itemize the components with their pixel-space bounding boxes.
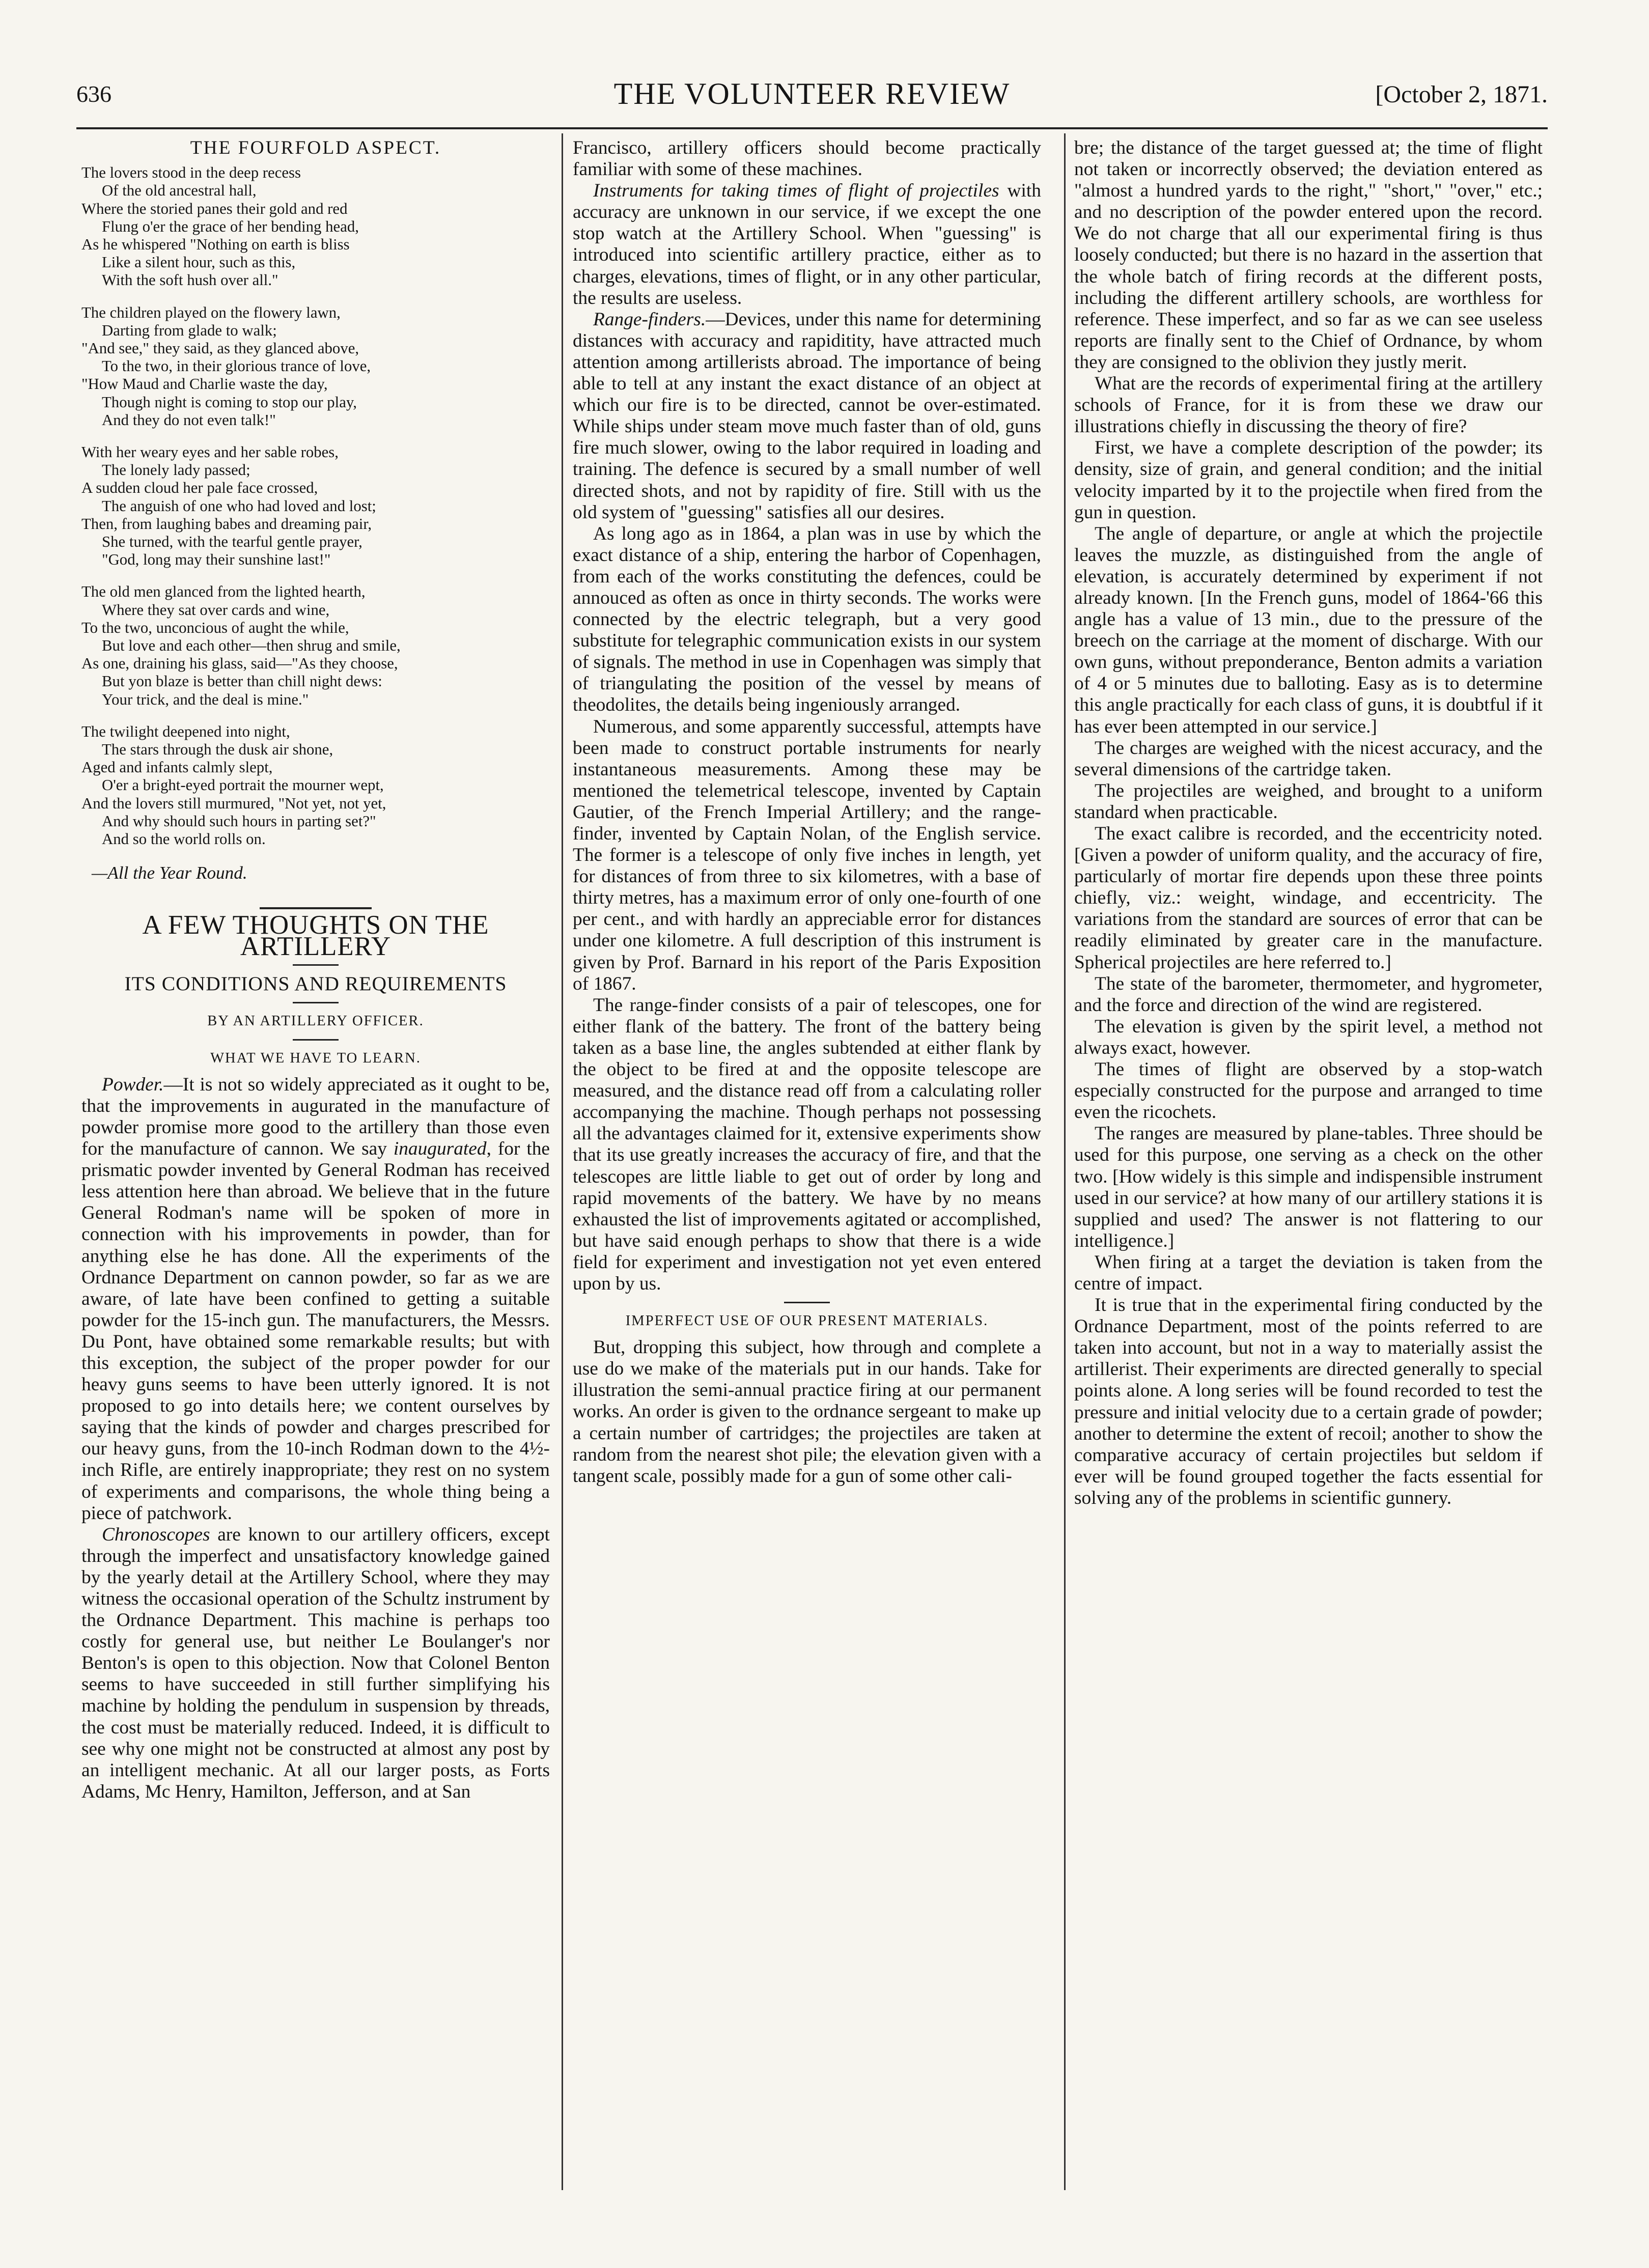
section-heading: IMPERFECT USE OF OUR PRESENT MATERIALS. — [625, 1313, 989, 1329]
paragraph: But, dropping this subject, how through and complete a use do we make of the materials put in our hands. Take for illustration the semi-annual practice firing at our permanent works. An order is given to the ordnance sergeant to make up a certain number of cartridges; the projectiles are taken at random from the nearest shot pile; the elevation given with a tangent scale, possibly made for a gun of some other cali- — [573, 1337, 1041, 1487]
article-title: A FEW THOUGHTS ON THE ARTILLERY — [142, 910, 489, 962]
poem-line: To the two, unconcious of aught the while, — [81, 619, 349, 636]
poem-line: O'er a bright-eyed portrait the mourner wept, — [102, 776, 384, 794]
page-number: 636 — [76, 81, 111, 107]
poem-line: The children played on the flowery lawn, — [81, 303, 341, 321]
poem-line: She turned, with the tearful gentle prayer, — [102, 533, 362, 550]
poem-line: Flung o'er the grace of her bending head, — [102, 217, 359, 235]
column-rule — [562, 133, 563, 2190]
poem-line: Then, from laughing babes and dreaming pair, — [81, 515, 372, 533]
paragraph: The range-finder consists of a pair of telescopes, one for either flank of the battery. The front of the battery being taken as a base line, the angles subtended at either flank by the object to be fired at and the opposite telescope are measured, and the distance read off from a calculating roller accompanying the machine. Though perhaps not possessing all the advantages claimed for it, extensive experiments show that its use greatly increases the accuracy of fire, and that the telescopes are little liable to get out of order by long and rapid movements of the battery. We have by no means exhausted the list of improvements agitated or accomplished, but have said enough perhaps to show that there is a wide field for experiment and investigation not yet even entered upon by us. — [573, 994, 1041, 1294]
poem-title: THE FOURFOLD ASPECT. — [190, 137, 441, 158]
article-byline: BY AN ARTILLERY OFFICER. — [207, 1013, 424, 1029]
paragraph: The projectiles are weighed, and brought to a uniform standard when practicable. — [1074, 780, 1543, 823]
poem-source: —All the Year Round. — [92, 863, 247, 883]
page-header — [76, 76, 1548, 117]
paragraph-powder: Powder.—It is not so widely appreciated as it ought to be, that the improvements in augurated in the manufacture of powder promise more good to the artillery than those even for the manufacture of cannon. We say inaugurated, for the prismatic powder invented by General Rodman has received less attention here than abroad. We believe that in the future General Rodman's name will be spoken of more in connection with his improvements in powder, than for anything else he has done. All the experiments of the Ordnance Department on cannon powder, so far as we are aware, of late have been confined to getting a suitable powder for the 15-inch gun. The manufacturers, the Messrs. Du Pont, have obtained some remarkable results; but with this exception, the subject of the proper powder for our heavy guns seems to have been utterly ignored. It is not proposed to go into details here; we content ourselves by saying that the kinds of powder and charges prescribed for our heavy guns, from the 10-inch Rodman down to the 4½-inch Rifle, are entirely inappropriate; they rest on no system of experiments and comparisons, the whole thing being a piece of patchwork. — [81, 1074, 550, 1524]
poem-line: "How Maud and Charlie waste the day, — [81, 375, 328, 393]
paragraph: The elevation is given by the spirit level, a method not always exact, however. — [1074, 1016, 1543, 1058]
poem-line: As one, draining his glass, said—"As they choose, — [81, 655, 398, 673]
paragraph: The ranges are measured by plane-tables. Three should be used for this purpose, one serving as a check on the other two. [How widely is this simple and indispensible instrument used in our service? at how many of our artillery stations it is supplied and used? The answer is not flattering to our intelligence.] — [1074, 1123, 1543, 1251]
poem-line: And why should such hours in parting set?" — [102, 812, 376, 830]
poem-line: Like a silent hour, such as this, — [102, 254, 296, 271]
poem-line: But yon blaze is better than chill night dews: — [102, 673, 382, 690]
title-rule — [293, 964, 339, 966]
poem-stanza — [81, 164, 550, 289]
poem-line: Your trick, and the deal is mine." — [102, 690, 309, 708]
poem-line: "God, long may their sunshine last!" — [102, 551, 331, 569]
poem-line: Of the old ancestral hall, — [102, 182, 257, 200]
poem-line: Though night is coming to stop our play, — [102, 393, 357, 411]
section-heading: WHAT WE HAVE TO LEARN. — [210, 1050, 421, 1066]
paragraph: The angle of departure, or angle at which the projectile leaves the muzzle, as distinguished from the angle of elevation, is accurately determined by experiment if not already known. [In the French guns, model of 1864-'66 this angle has a value of 13 min., due to the pressure of the breech on the carriage at the moment of discharge. With our own guns, without preponderance, Benton admits a variation of 4 or 5 minutes due to balloting. Easy as is to determine this angle practically for each class of guns, it is doubtful if it has ever been attempted in our service.] — [1074, 523, 1543, 737]
paragraph: What are the records of experimental firing at the artillery schools of France, for it is from these we draw our illustrations chiefly in discussing the theory of fire? — [1074, 373, 1543, 437]
run-in-heading: Range-finders. — [593, 309, 706, 330]
column-3 — [1074, 137, 1543, 1509]
column-2 — [573, 137, 1041, 1487]
section-rule — [784, 1302, 830, 1303]
issue-date: [October 2, 1871. — [1375, 81, 1548, 108]
poem-line: A sudden cloud her pale face crossed, — [81, 479, 318, 497]
paragraph-range-finders: Range-finders.—Devices, under this name for determining distances with accuracy and rapiditity, have attracted much attention among artillerists abroad. The importance of being able to tell at any instant the exact distance of an object at which our fire is to be directed, cannot be over-estimated. While ships under steam move much faster than of old, guns fire much slower, owing to the labor required in loading and training. The defence is secured by a small number of well directed shots, and not by rapidity of fire. Still with us the old system of "guessing" satisfies all our desires. — [573, 309, 1041, 523]
poem-line: Where they sat over cards and wine, — [102, 601, 330, 619]
paragraph: First, we have a complete description of the powder; its density, size of grain, and general condition; and the initial velocity imparted by it to the projectile when fired from the gun in question. — [1074, 437, 1543, 523]
paragraph-instruments: Instruments for taking times of flight of projectiles with accuracy are unknown in our service, if we except the one stop watch at the Artillery School. When "guessing" is introduced into scientific artillery practice, either as to charges, elevations, times of flight, or in any other particular, the results are useless. — [573, 180, 1041, 309]
column-rule — [1064, 133, 1066, 2190]
poem-line: The twilight deepened into night, — [81, 722, 290, 740]
run-in-heading: Instruments for taking times of flight of projectiles — [593, 180, 999, 202]
byline-rule — [293, 1039, 339, 1041]
poem-stanza — [81, 723, 550, 848]
poem-line: As he whispered "Nothing on earth is bliss — [81, 235, 350, 253]
article-subtitle: ITS CONDITIONS AND REQUIREMENTS — [124, 972, 507, 995]
paragraph: The charges are weighed with the nicest accuracy, and the several dimensions of the cartridge taken. — [1074, 737, 1543, 780]
paragraph: The exact calibre is recorded, and the eccentricity noted. [Given a powder of uniform quality, and the accuracy of fire, particularly of mortar fire depends upon these three points chiefly, viz.: weight, windage, and eccentricity. The variations from the standard are sources of error that can be readily eliminated by greater care in the manufacture. Spherical projectiles are here referred to.] — [1074, 823, 1543, 973]
paragraph: Numerous, and some apparently successful, attempts have been made to construct portable instruments for nearly instantaneous measurements. Among these may be mentioned the telemetrical telescope, invented by Captain Gautier, of the French Imperial Artillery; and the range-finder, invented by Captain Nolan, of the English service. The former is a telescope of only five inches in length, yet for distances of from three to six kilometres, with a base of thirty metres, has a maximum error of only one-fourth of one per cent., and with hardly an appreciable error for distances under one kilometre. A full description of this instrument is given by Prof. Barnard in his report of the Paris Exposition of 1867. — [573, 716, 1041, 994]
run-in-heading: Powder. — [102, 1074, 164, 1095]
header-rule — [76, 127, 1548, 129]
poem-line: Aged and infants calmly slept, — [81, 759, 273, 776]
paragraph: bre; the distance of the target guessed at; the time of flight not taken or incorrectly observed; the deviation entered as "almost a hundred yards to the right," "short," "over," etc.; and no description of the powder entered upon the record. We do not charge that all our experimental firing is thus loosely conducted; but there is no hazard in the assertion that the whole batch of firing records at the different posts, including the different artillery schools, are worthless for reference. These imperfect, and so far as we can see useless reports are finally sent to the Chief of Ordnance, by whom they are consigned to the oblivion they justly merit. — [1074, 137, 1543, 373]
paragraph: It is true that in the experimental firing conducted by the Ordnance Department, most of the points referred to are taken into account, but not in a way to materially assist the artillerist. Their experiments are directed generally to special points alone. A long series will be found recorded to test the pressure and initial velocity due to a certain grade of powder; another to determine the extent of recoil; another to show the comparative accuracy of certain projectiles but seldom if ever will be found grouped together the facts essential for solving any of the problems in scientific gunnery. — [1074, 1295, 1543, 1508]
column-1 — [81, 137, 550, 1803]
paragraph: As long ago as in 1864, a plan was in use by which the exact distance of a ship, entering the harbor of Copenhagen, from each of the works constituting the defences, could be annouced as often as once in thirty seconds. The works were connected by the electric telegraph, but a very good substitute for telegraphic communication exists in our system of signals. The method in use in Copenhagen was simply that of triangulating the position of the vessel by means of theodolites, the details being ingeniously arranged. — [573, 523, 1041, 716]
poem-line: "And see," they said, as they glanced above, — [81, 339, 359, 357]
paragraph: When firing at a target the deviation is taken from the centre of impact. — [1074, 1251, 1543, 1294]
poem-stanza — [81, 304, 550, 429]
poem-line: The lovers stood in the deep recess — [81, 164, 301, 182]
poem-stanza — [81, 583, 550, 708]
poem-line: The old men glanced from the lighted hearth, — [81, 583, 366, 601]
poem-line: With her weary eyes and her sable robes, — [81, 443, 339, 461]
paragraph: The times of flight are observed by a stop-watch especially constructed for the purpose and arranged to time even the ricochets. — [1074, 1059, 1543, 1123]
poem-line: To the two, in their glorious trance of love, — [102, 357, 371, 375]
paragraph-chronoscopes: Chronoscopes are known to our artillery officers, except through the imperfect and unsatisfactory knowledge gained by the yearly detail at the Artillery School, where they may witness the occasional operation of the Schultz instrument by the Ordnance Department. This machine is perhaps too costly for general use, but neither Le Boulanger's nor Benton's is open to this objection. Now that Colonel Benton seems to have succeeded in still further simplifying his machine by holding the pendulum in suspension by threads, the cost must be materially reduced. Indeed, it is difficult to see why one might not be constructed at almost any post by an intelligent mechanic. At all our larger posts, as Forts Adams, Mc Henry, Hamilton, Jefferson, and at San — [81, 1524, 550, 1802]
poem-line: With the soft hush over all." — [102, 271, 278, 289]
poem-line: The stars through the dusk air shone, — [102, 740, 333, 758]
paragraph: Francisco, artillery officers should become practically familiar with some of these machines. — [573, 137, 1041, 180]
poem-line: And the lovers still murmured, "Not yet, not yet, — [81, 794, 386, 812]
poem-line: Darting from glade to walk; — [102, 321, 277, 339]
poem-line: Where the storied panes their gold and red — [81, 200, 348, 217]
ornamental-rule — [81, 896, 550, 902]
poem-line: The anguish of one who had loved and lost; — [102, 497, 376, 515]
poem-body — [81, 164, 550, 848]
poem-line: And they do not even talk!" — [102, 411, 276, 429]
journal-title: THE VOLUNTEER REVIEW — [613, 77, 1011, 110]
poem-line: But love and each other—then shrug and smile, — [102, 636, 401, 654]
paragraph: The state of the barometer, thermometer, and hygrometer, and the force and direction of the wind are registered. — [1074, 973, 1543, 1016]
poem-stanza — [81, 443, 550, 569]
subtitle-rule — [293, 1002, 339, 1003]
poem-line: The lonely lady passed; — [102, 461, 250, 479]
poem-line: And so the world rolls on. — [102, 830, 266, 848]
run-in-heading: Chronoscopes — [102, 1524, 210, 1545]
